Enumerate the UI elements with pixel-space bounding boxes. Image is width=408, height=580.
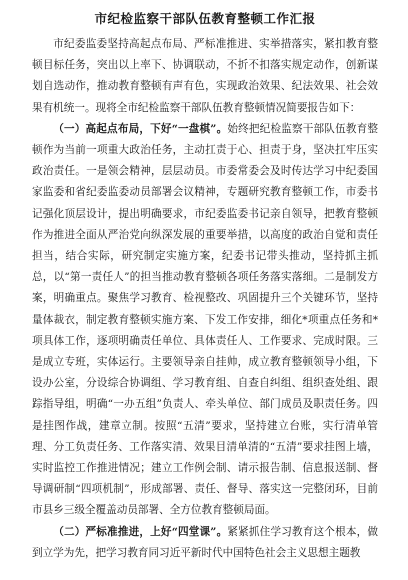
document-title: 市纪检监察干部队伍教育整顿工作汇报 [94,11,316,26]
intro-paragraph-text: 市纪委监委坚持高起点布局、严标准推进、实举措落实，紧扣教育整顿目标任务，突出以上率下、协调联动，不折不扣落实规定动作，创新谋划自选动作，推动教育整顿有声有色，实现政治效果、纪法效果、社会效果有机统一。现将全市纪检监察干部队伍教育整顿情况简要报告如下： [32,38,378,114]
section-one-heading: （一）高起点布局，下好“一盘棋”。 [53,122,228,135]
section-two-text: 紧紧抓住学习教育这个根本，做到立学为先，把学习教育同习近平新时代中国特色社会主义思想主题教 [32,525,378,559]
section-two-heading: （二）严标准推进，上好“四堂课”。 [53,525,228,538]
section-two-paragraph [32,522,378,564]
intro-paragraph [32,34,378,119]
section-one-paragraph [32,119,378,522]
section-one-text: 始终把纪检监察干部队伍教育整顿作为当前一项重大政治任务，主动扛责于心、担责于身，坚决扛牢压实政治责任。一是领会精神，层层动员。市委常委会及时传达学习中纪委国家监委和省纪委监委动员部署会议精神，专题研究教育整顿工作，市委书记强化顶层设计，提出明确要求，市纪委监委书记亲自领导，把教育整顿作为推进全面从严治党向纵深发展的重要举措，以高度的政治自觉和责任担当，结合实际，研究制定实施方案，纪委书记带头推动，坚持抓主抓总，以“第一责任人”的担当推动教育整顿各项任务落实落细。二是制发方案，明确重点。聚焦学习教育、检视整改、巩固提升三个关键环节，坚持量体裁衣，制定教育整顿实施方案、下发工作安排，细化*项重点任务和*项具体工作，逐项明确责任单位、具体责任人、工作要求、完成时限。三是成立专班，实体运行。主要领导亲自挂帅，成立教育整顿领导小组，下设办公室，分设综合协调组、学习教育组、自查自纠组、组织查处组、跟踪指导组，明确“一办五组”负责人、牵头单位、部门成员及职责任务。四是挂图作战，建章立制。按照“五清”要求，坚持建立台账，实行清单管理、分工负责任务、工作落实清、效果目清单清的“五清”要求挂图上墙，实时监控工作推进情况；建立工作例会制、请示报告制、信息报送制、督导调研制“四项机制”，形成部署、责任、督导、落实这一完整闭环，目前市县乡三级全覆盖动员部署、全方位教育整顿局面。 [32,122,378,517]
